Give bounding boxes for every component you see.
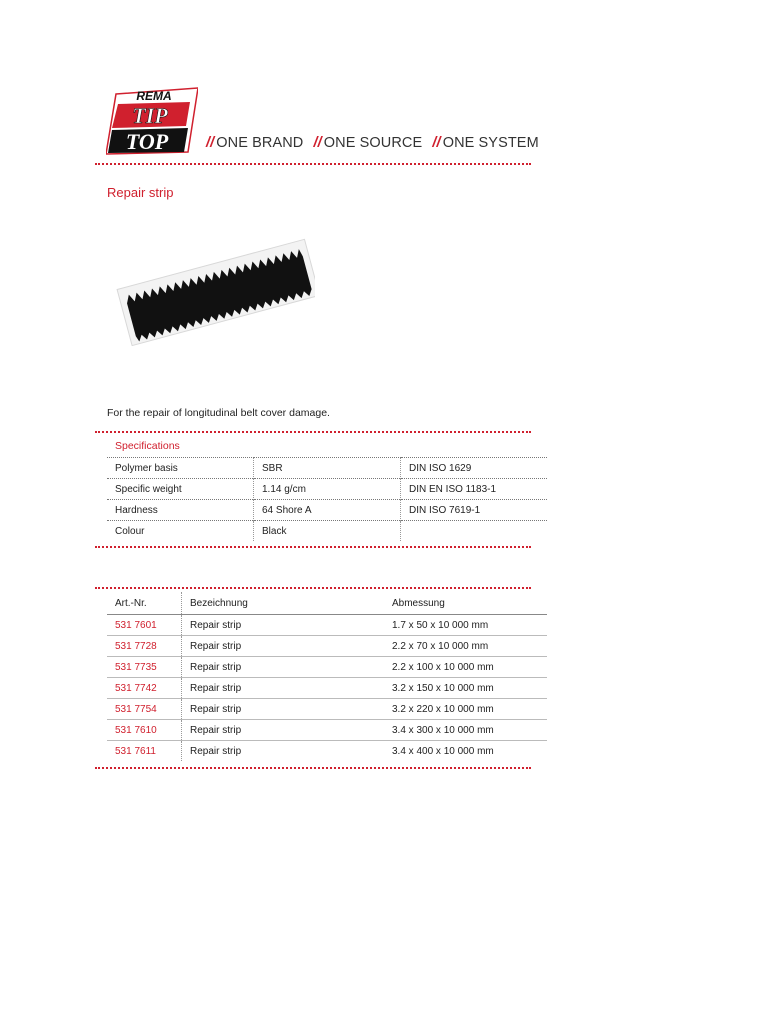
table-row xyxy=(107,500,547,521)
column-header-abmessung: Abmessung xyxy=(382,592,547,615)
specifications-heading: Specifications xyxy=(115,440,180,452)
spec-property: Polymer basis xyxy=(107,458,254,479)
table-row xyxy=(107,636,547,657)
table-row xyxy=(107,741,547,762)
spec-norm: DIN ISO 7619-1 xyxy=(401,500,548,521)
article-dimension: 2.2 x 100 x 10 000 mm xyxy=(382,657,547,678)
spec-property: Colour xyxy=(107,521,254,542)
article-dimension: 1.7 x 50 x 10 000 mm xyxy=(382,615,547,636)
article-name: Repair strip xyxy=(182,657,383,678)
table-row xyxy=(107,521,547,542)
table-row xyxy=(107,615,547,636)
spec-value: SBR xyxy=(254,458,401,479)
rema-tip-top-logo xyxy=(106,86,198,156)
spec-property: Hardness xyxy=(107,500,254,521)
table-header-row xyxy=(107,592,547,615)
article-number: 531 7610 xyxy=(107,720,182,741)
spec-norm: DIN ISO 1629 xyxy=(401,458,548,479)
table-row xyxy=(107,657,547,678)
section-divider xyxy=(95,587,531,589)
article-dimension: 3.2 x 150 x 10 000 mm xyxy=(382,678,547,699)
article-dimension: 3.4 x 400 x 10 000 mm xyxy=(392,745,494,757)
brand-slogan xyxy=(206,135,545,151)
article-number: 531 7611 xyxy=(115,745,156,757)
slogan-item: // ONE SOURCE xyxy=(313,135,423,151)
specifications-table xyxy=(107,457,547,541)
article-dimension: 3.2 x 220 x 10 000 mm xyxy=(382,699,547,720)
articles-table xyxy=(107,592,547,761)
spec-norm xyxy=(401,521,548,542)
article-number: 531 7728 xyxy=(107,636,182,657)
table-row xyxy=(107,458,547,479)
article-dimension: 3.4 x 300 x 10 000 mm xyxy=(382,720,547,741)
spec-value: 1.14 g/cm xyxy=(254,479,401,500)
spec-property: Specific weight xyxy=(107,479,254,500)
table-row xyxy=(107,720,547,741)
article-name: Repair strip xyxy=(182,741,383,762)
article-name: Repair strip xyxy=(182,678,383,699)
product-description: For the repair of longitudinal belt cover damage. xyxy=(107,407,330,419)
article-dimension: 2.2 x 70 x 10 000 mm xyxy=(382,636,547,657)
svg-text:TIP: TIP xyxy=(132,103,168,128)
column-header-art-nr: Art.-Nr. xyxy=(107,592,182,615)
table-row xyxy=(107,678,547,699)
section-divider xyxy=(95,431,531,433)
article-number: 531 7754 xyxy=(107,699,182,720)
article-name: Repair strip xyxy=(182,720,383,741)
svg-text:TOP: TOP xyxy=(125,129,169,154)
article-name: Repair strip xyxy=(182,699,383,720)
header-divider xyxy=(95,163,531,165)
article-name: Repair strip xyxy=(182,615,383,636)
svg-text:REMA: REMA xyxy=(136,89,172,103)
article-number: 531 7601 xyxy=(107,615,182,636)
slogan-item: // ONE SYSTEM xyxy=(432,135,539,151)
table-row xyxy=(107,479,547,500)
footer-divider xyxy=(95,767,531,769)
spec-value: Black xyxy=(254,521,401,542)
article-number: 531 7742 xyxy=(107,678,182,699)
slogan-item: // ONE BRAND xyxy=(206,135,304,151)
table-row xyxy=(107,699,547,720)
spec-norm: DIN EN ISO 1183-1 xyxy=(401,479,548,500)
column-header-bezeichnung: Bezeichnung xyxy=(182,592,383,615)
article-name: Repair strip xyxy=(182,636,383,657)
page-title: Repair strip xyxy=(107,185,174,200)
section-divider xyxy=(95,546,531,548)
repair-strip-product-image xyxy=(115,222,315,346)
article-number: 531 7735 xyxy=(107,657,182,678)
spec-value: 64 Shore A xyxy=(254,500,401,521)
